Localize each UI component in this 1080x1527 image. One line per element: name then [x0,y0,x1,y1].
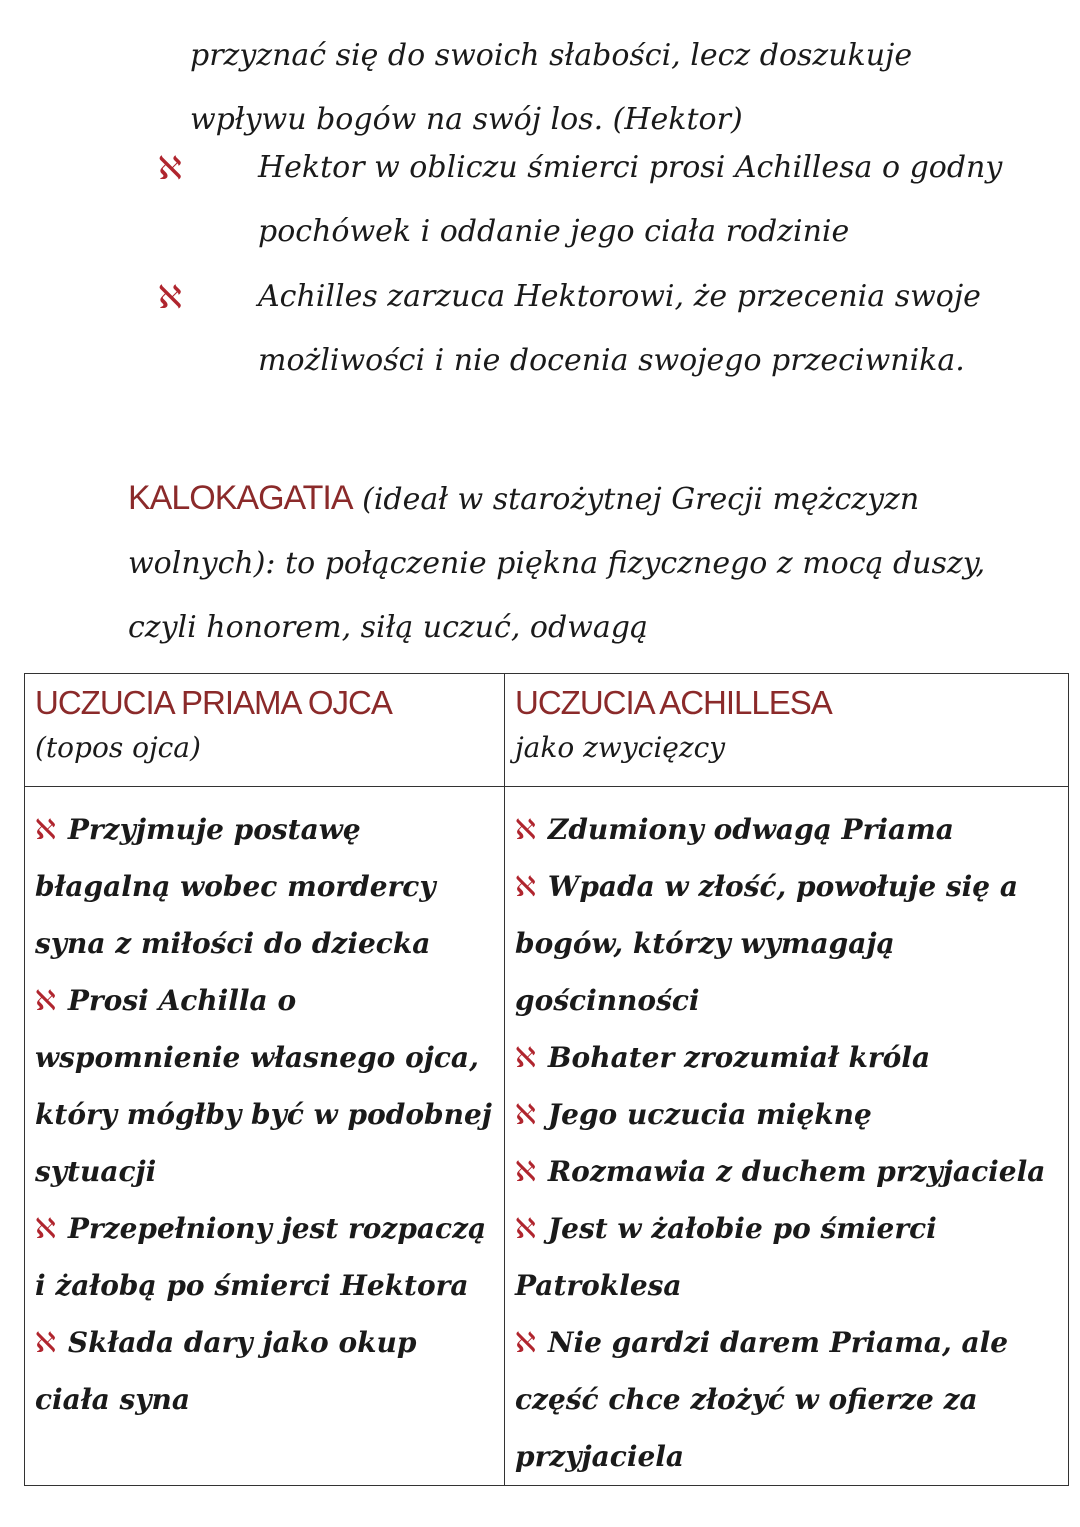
aleph-bullet-icon: ℵ [35,813,56,846]
item-text: Prosi Achilla o wspomnienie własnego ojca, który mógłby być w podobnej sytuacji [35,984,492,1188]
point-achilles [158,265,1010,393]
item-text: Bohater zrozumiał króla [547,1041,931,1074]
aleph-bullet-icon: ℵ [515,813,536,846]
item-text: Przyjmuje postawę błagalną wobec mordercy syna z miłości do dziecka [35,813,436,960]
point-text: Hektor w obliczu śmierci prosi Achillesa o godny pochówek i oddanie jego ciała rodzinie [258,150,1003,249]
aleph-bullet-icon: ℵ [515,1041,536,1074]
item-text: Rozmawia z duchem przyjaciela [547,1155,1046,1188]
aleph-bullet-icon: ℵ [158,149,182,187]
aleph-bullet-icon: ℵ [35,1326,56,1359]
header-priam [25,674,505,787]
header-achilles-subtitle: jako zwycięzcy [515,731,726,764]
list-item [35,801,494,972]
point-hektor [158,136,1010,264]
list-item [515,1086,1058,1143]
item-text: Wpada w złość, powołuje się a bogów, którzy wymagają gościnności [515,870,1018,1017]
aleph-bullet-icon: ℵ [515,870,536,903]
list-item [35,972,494,1200]
aleph-bullet-icon: ℵ [35,984,56,1017]
list-item [515,1029,1058,1086]
aleph-bullet-icon: ℵ [515,1326,536,1359]
header-priam-subtitle: (topos ojca) [35,731,201,764]
table-header-row [25,674,1069,787]
list-item [515,801,1058,858]
aleph-bullet-icon: ℵ [35,1212,56,1245]
aleph-bullet-icon: ℵ [515,1155,536,1188]
item-text: Nie gardzi darem Priama, ale część chce złożyć w ofierze za przyjaciela [515,1326,1009,1473]
feelings-table [24,673,1069,1486]
list-item [35,1314,494,1428]
priam-cell [25,787,505,1486]
list-item [515,1200,1058,1314]
list-item [35,1200,494,1314]
header-priam-title: UCZUCIA PRIAMA OJCA [35,684,392,721]
header-achilles-title: UCZUCIA ACHILLESA [515,684,832,721]
table-row [25,787,1069,1486]
achilles-cell [505,787,1069,1486]
aleph-bullet-icon: ℵ [515,1098,536,1131]
header-achilles [505,674,1069,787]
aleph-bullet-icon: ℵ [515,1212,536,1245]
point-text: Achilles zarzuca Hektorowi, że przecenia swoje możliwości i nie docenia swojego przeciwnika. [258,279,981,378]
list-item [515,1314,1058,1485]
aleph-bullet-icon: ℵ [158,278,182,316]
item-text: Przepełniony jest rozpaczą i żałobą po śmierci Hektora [35,1212,487,1302]
kalokagatia-definition [128,466,988,660]
kalokagatia-term: KALOKAGATIA [128,479,353,517]
list-item [515,1143,1058,1200]
continuation-text: przyznać się do swoich słabości, lecz doszukuje wpływu bogów na swój los. (Hektor) [190,38,913,137]
list-item [515,858,1058,1029]
item-text: Jest w żałobie po śmierci Patroklesa [515,1212,937,1302]
item-text: Składa dary jako okup ciała syna [35,1326,417,1416]
kalokagatia-text: (ideał w starożytnej Grecji mężczyzn wolnych): to połączenie piękna fizycznego z mocą duszy, czyli honorem, siłą uczuć, odwagą [128,482,986,645]
item-text: Jego uczucia mięknę [547,1098,872,1131]
item-text: Zdumiony odwagą Priama [547,813,954,846]
